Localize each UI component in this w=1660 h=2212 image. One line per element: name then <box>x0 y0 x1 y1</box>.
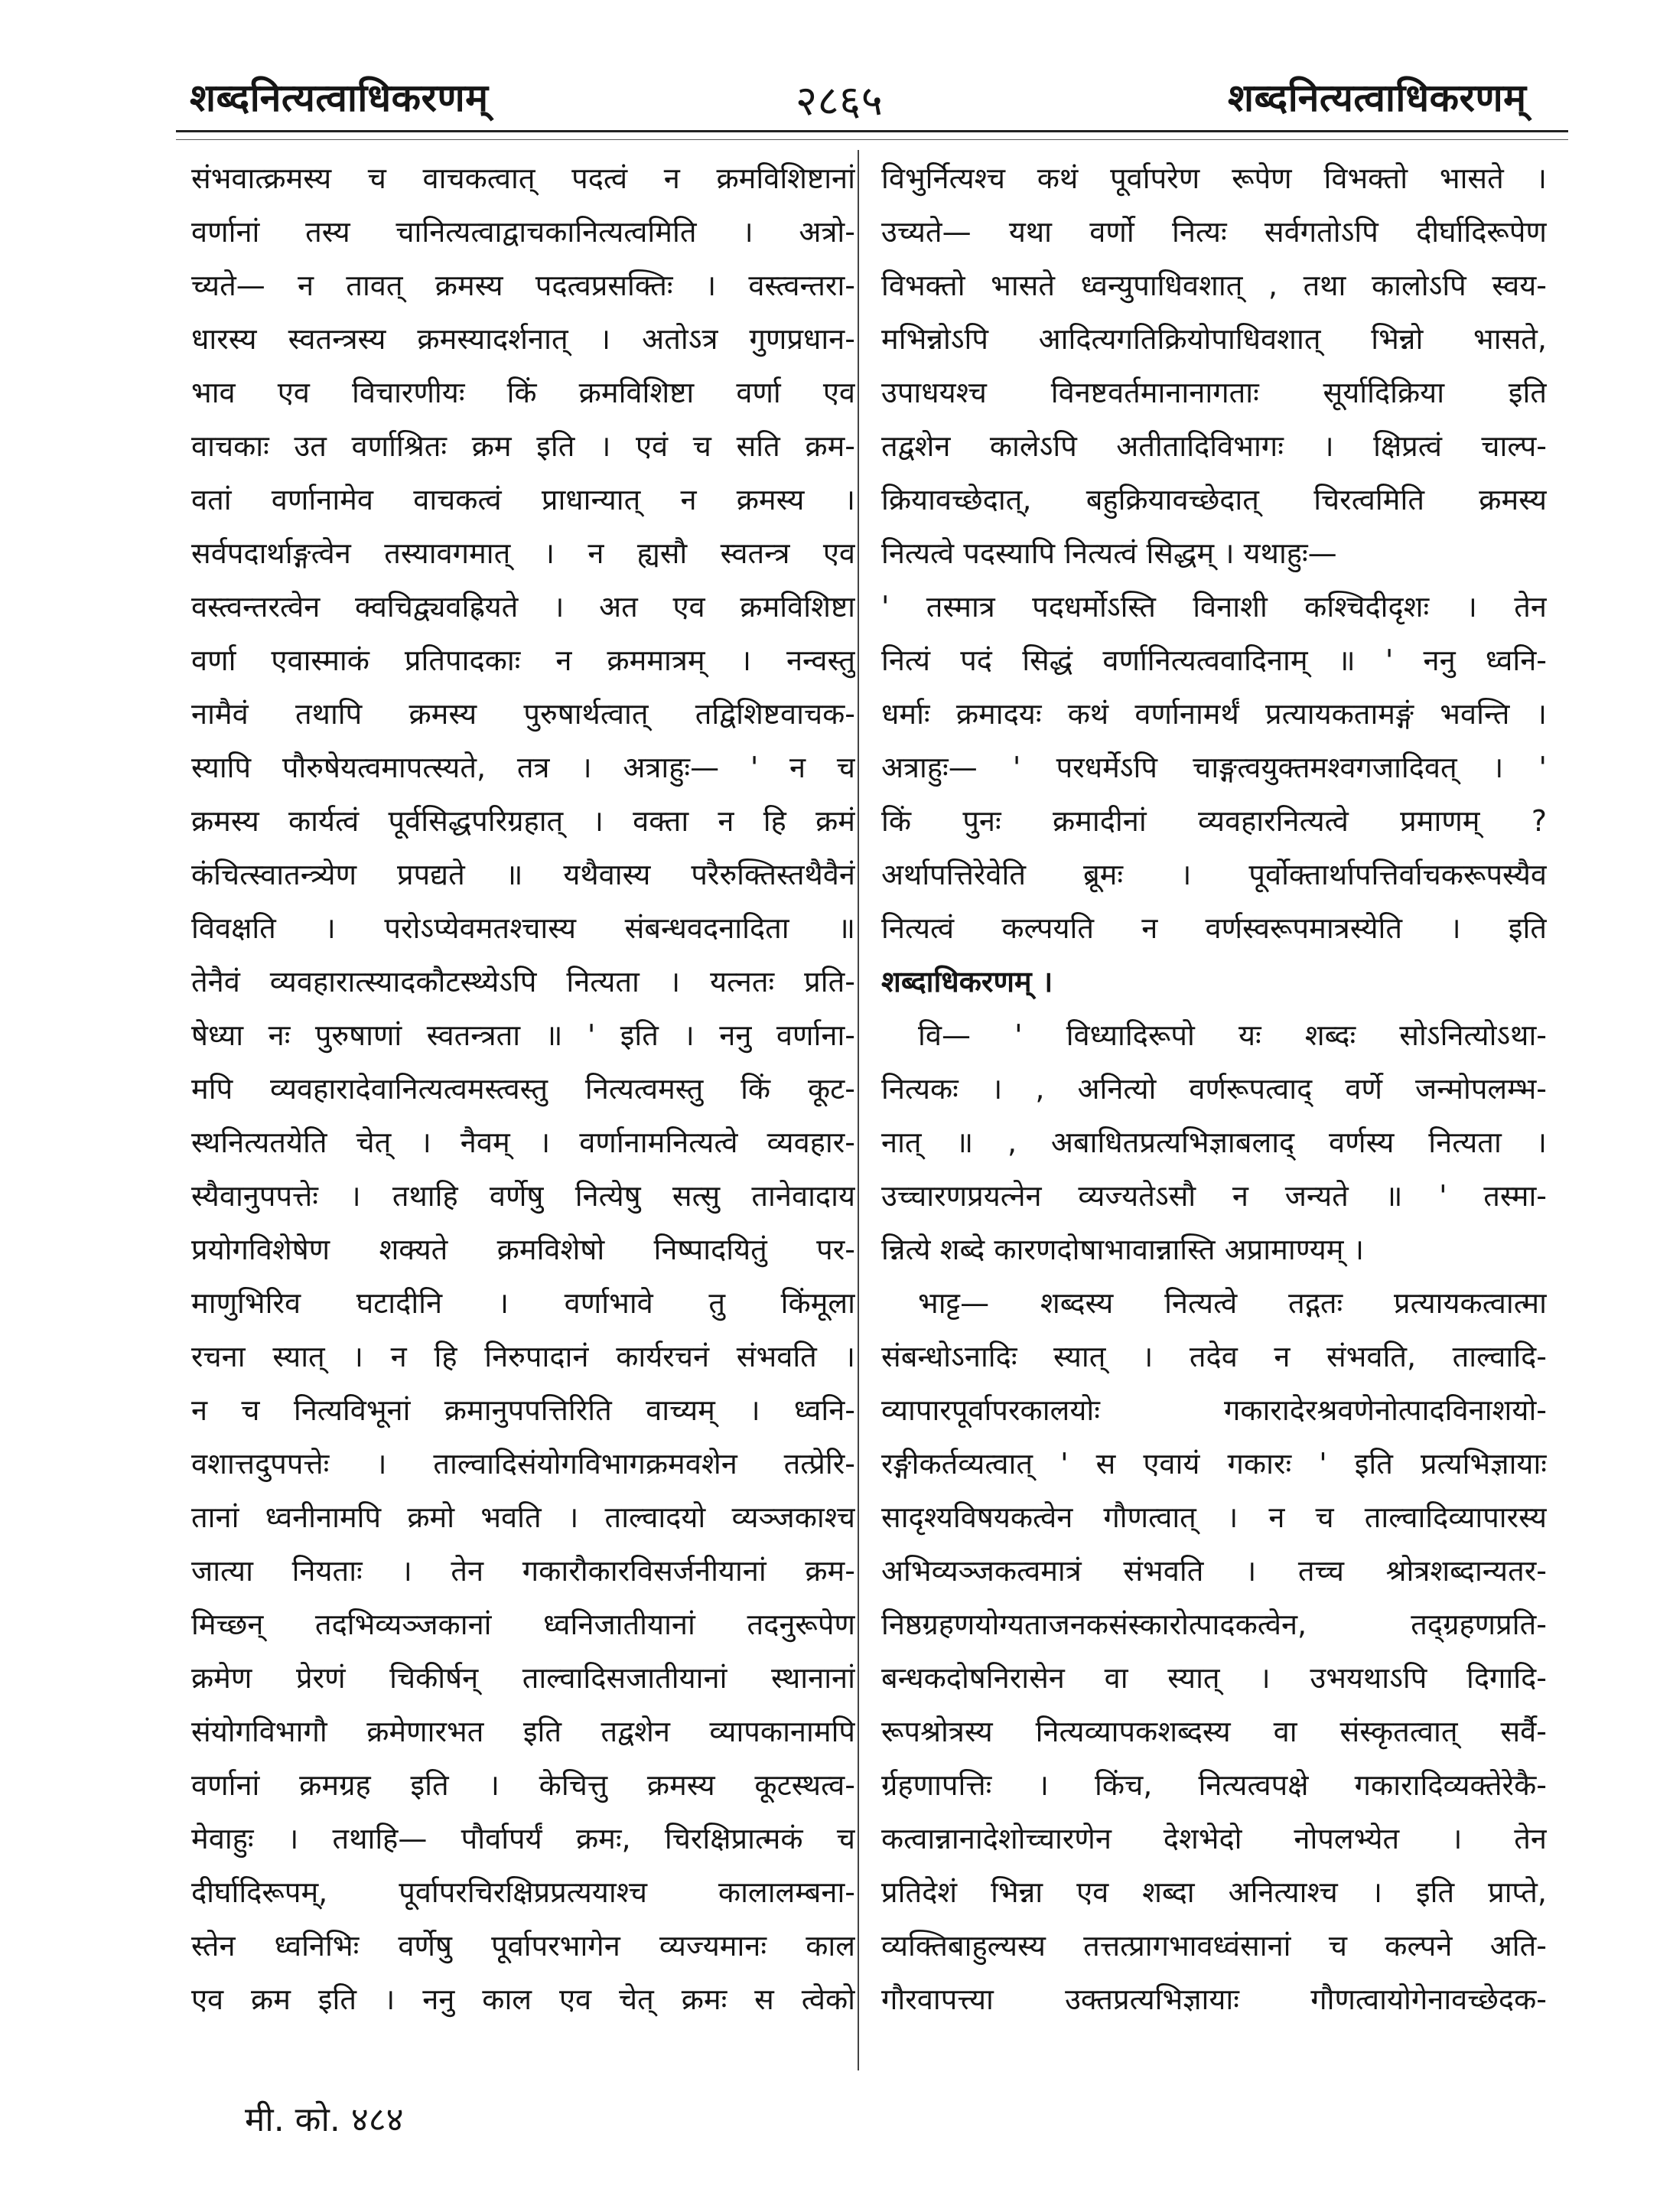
text-line: तेनैवं व्यवहारात्स्यादकौटस्थ्येऽपि नित्यता । यत्नतः प्रति- <box>191 965 855 998</box>
text-line: स्यैवानुपपत्तेः । तथाहि वर्णेषु नित्येषु सत्सु तानेवादाय <box>191 1179 855 1213</box>
text-line: विवक्षति । परोऽप्येवमतश्चास्य संबन्धवदनादिता ॥ <box>191 911 855 945</box>
text-line: मपि व्यवहारादेवानित्यत्वमस्त्वस्तु नित्यत्वमस्तु किं कूट- <box>191 1072 855 1106</box>
right-column <box>881 151 1547 2026</box>
text-line: दीर्घादिरूपम्, पूर्वापरचिरक्षिप्रप्रत्ययाश्च कालालम्बना- <box>191 1875 855 1909</box>
text-line: स्तेन ध्वनिभिः वर्णेषु पूर्वापरभागेन व्यज्यमानः काल <box>191 1929 855 1963</box>
text-line: तद्वशेन कालेऽपि अतीतादिविभागः । क्षिप्रत्वं चाल्प- <box>881 429 1547 463</box>
text-line: वस्त्वन्तरत्वेन क्वचिद्व्यवह्रियते । अत एव क्रमविशिष्टा <box>191 590 855 624</box>
text-line: अर्थापत्तिरेवेति ब्रूमः । पूर्वोक्तार्थापत्तिर्वाचकरूपस्यैव <box>881 858 1547 891</box>
text-line: संबन्धोऽनादिः स्यात् । तदेव न संभवति, ताल्वादि- <box>881 1340 1547 1373</box>
page-number: २८६५ <box>796 77 884 125</box>
text-line: नित्यं पदं सिद्धं वर्णानित्यत्ववादिनाम् ॥ ' ननु ध्वनि- <box>881 643 1547 677</box>
text-line: नित्यत्वं कल्पयति न वर्णस्वरूपमात्रस्येति । इति <box>881 911 1547 945</box>
text-line: वतां वर्णानामेव वाचकत्वं प्राधान्यात् न क्रमस्य । <box>191 483 855 516</box>
text-line: माणुभिरिव घटादीनि । वर्णाभावे तु किंमूला <box>191 1286 855 1320</box>
running-head-left: शब्दनित्यत्वाधिकरणम् <box>190 76 489 120</box>
text-line: विभुर्नित्यश्च कथं पूर्वापरेण रूपेण विभक्तो भासते । <box>881 161 1547 195</box>
text-line: र्ग्रहणापत्तिः । किंच, नित्यत्वपक्षे गकारादिव्यक्तेरेकै- <box>881 1768 1547 1802</box>
text-line: गौरवापत्त्या उक्तप्रत्यभिज्ञायाः गौणत्वायोगेनावच्छेदक- <box>881 1982 1547 2016</box>
text-line: रङ्गीकर्तव्यत्वात् ' स एवायं गकारः ' इति प्रत्यभिज्ञायाः <box>881 1447 1547 1481</box>
text-line: किं पुनः क्रमादीनां व्यवहारनित्यत्वे प्रमाणम् ? <box>881 804 1547 838</box>
text-line: शब्दाधिकरणम् । <box>881 965 1053 998</box>
header-rule-thin <box>176 139 1568 140</box>
text-line: क्रमेण प्रेरणं चिकीर्षन् ताल्वादिसजातीयानां स्थानानां <box>191 1661 855 1695</box>
text-line: वशात्तदुपपत्तेः । ताल्वादिसंयोगविभागक्रमवशेन तत्प्रेरि- <box>191 1447 855 1481</box>
text-line: वर्णा एवास्माकं प्रतिपादकाः न क्रममात्रम् । नन्वस्तु <box>191 643 855 677</box>
text-line: मभिन्नोऽपि आदित्यगतिक्रियोपाधिवशात् भिन्नो भासते, <box>881 322 1547 356</box>
text-line: संयोगविभागौ क्रमेणारभत इति तद्वशेन व्यापकानामपि <box>191 1715 855 1748</box>
text-line: भाट्ट— शब्दस्य नित्यत्वे तद्गतः प्रत्यायकत्वात्मा <box>918 1286 1547 1320</box>
text-line: धारस्य स्वतन्त्रस्य क्रमस्यादर्शनात् । अतोऽत्र गुणप्रधान- <box>191 322 855 356</box>
left-column <box>191 151 855 2026</box>
text-line: स्यापि पौरुषेयत्वमापत्स्यते, तत्र । अत्राहुः— ' न च <box>191 751 855 784</box>
text-line: वाचकाः उत वर्णाश्रितः क्रम इति । एवं च सति क्रम- <box>191 429 855 463</box>
text-line: निष्ठग्रहणयोग्यताजनकसंस्कारोत्पादकत्वेन, तद्ग्रहणप्रति- <box>881 1608 1547 1641</box>
text-line: उपाधयश्च विनष्टवर्तमानानागताः सूर्यादिक्रिया इति <box>881 376 1547 409</box>
text-line: च्यते— न तावत् क्रमस्य पदत्वप्रसक्तिः । वस्त्वन्तरा- <box>191 269 855 302</box>
text-line: सर्वपदार्थाङ्गत्वेन तस्यावगमात् । न ह्यसौ स्वतन्त्र एव <box>191 536 855 570</box>
text-line: क्रमस्य कार्यत्वं पूर्वसिद्धपरिग्रहात् । वक्ता न हि क्रमं <box>191 804 855 838</box>
text-line: न्नित्ये शब्दे कारणदोषाभावान्नास्ति अप्रामाण्यम् । <box>881 1233 1365 1266</box>
text-line: व्यक्तिबाहुल्यस्य तत्तत्प्रागभावध्वंसानां च कल्पने अति- <box>881 1929 1547 1963</box>
text-line: न च नित्यविभूनां क्रमानुपपत्तिरिति वाच्यम् । ध्वनि- <box>191 1393 855 1427</box>
text-line: भाव एव विचारणीयः किं क्रमविशिष्टा वर्णा एव <box>191 376 855 409</box>
text-line: धर्माः क्रमादयः कथं वर्णानामर्थं प्रत्यायकतामङ्गं भवन्ति । <box>881 697 1547 731</box>
text-line: संभवात्क्रमस्य च वाचकत्वात् पदत्वं न क्रमविशिष्टानां <box>191 161 855 195</box>
text-line: नित्यत्वे पदस्यापि नित्यत्वं सिद्धम् । यथाहुः— <box>881 536 1337 570</box>
text-line: स्थनित्यतयेति चेत् । नैवम् । वर्णानामनित्यत्वे व्यवहार- <box>191 1126 855 1159</box>
text-line: सादृश्यविषयकत्वेन गौणत्वात् । न च ताल्वादिव्यापारस्य <box>881 1500 1547 1534</box>
text-line: नामैवं तथापि क्रमस्य पुरुषार्थत्वात् तद्विशिष्टवाचक- <box>191 697 855 731</box>
text-line: प्रतिदेशं भिन्ना एव शब्दा अनित्याश्च । इति प्राप्ते, <box>881 1875 1547 1909</box>
text-line: तानां ध्वनीनामपि क्रमो भवति । ताल्वादयो व्यञ्जकाश्च <box>191 1500 855 1534</box>
text-line: ' तस्मात्र पदधर्मोऽस्ति विनाशी कश्चिदीदृशः । तेन <box>881 590 1547 624</box>
text-line: बन्धकदोषनिरासेन वा स्यात् । उभयथाऽपि दिगादि- <box>881 1661 1547 1695</box>
text-line: वर्णानां क्रमग्रह इति । केचित्तु क्रमस्य कूटस्थत्व- <box>191 1768 855 1802</box>
text-line: विभक्तो भासते ध्वन्युपाधिवशात् , तथा कालोऽपि स्वय- <box>881 269 1547 302</box>
text-line: व्यापारपूर्वापरकालयोः गकारादेरश्रवणेनोत्पादविनाशयो- <box>881 1393 1547 1427</box>
running-head-right: शब्दनित्यत्वाधिकरणम् <box>1228 76 1527 120</box>
text-line: एव क्रम इति । ननु काल एव चेत् क्रमः स त्वेको <box>191 1982 855 2016</box>
text-line: रचना स्यात् । न हि निरुपादानं कार्यरचनं संभवति । <box>191 1340 855 1373</box>
text-line: मिच्छन् तदभिव्यञ्जकानां ध्वनिजातीयानां तदनुरूपेण <box>191 1608 855 1641</box>
text-line: मेवाहुः । तथाहि— पौर्वापर्यं क्रमः, चिरक्षिप्रात्मकं च <box>191 1822 855 1855</box>
text-line: उच्चारणप्रयत्नेन व्यज्यतेऽसौ न जन्यते ॥ ' तस्मा- <box>881 1179 1547 1213</box>
text-line: वर्णानां तस्य चानित्यत्वाद्वाचकानित्यत्वमिति । अत्रो- <box>191 215 855 249</box>
text-line: नात् ॥ , अबाधितप्रत्यभिज्ञाबलाद् वर्णस्य नित्यता । <box>881 1126 1547 1159</box>
text-line: वि— ' विध्यादिरूपो यः शब्दः सोऽनित्योऽथा- <box>918 1018 1547 1052</box>
text-line: जात्या नियताः । तेन गकारौकारविसर्जनीयानां क्रम- <box>191 1554 855 1588</box>
text-line: रूपश्रोत्रस्य नित्यव्यापकशब्दस्य वा संस्कृतत्वात् सर्वै- <box>881 1715 1547 1748</box>
text-line: क्रियावच्छेदात्, बहुक्रियावच्छेदात् चिरत्वमिति क्रमस्य <box>881 483 1547 516</box>
header-rule <box>176 130 1568 132</box>
text-line: षेध्या नः पुरुषाणां स्वतन्त्रता ॥ ' इति । ननु वर्णाना- <box>191 1018 855 1052</box>
column-divider <box>858 150 859 2070</box>
text-line: अत्राहुः— ' परधर्मेऽपि चाङ्गत्वयुक्तमश्वगजादिवत् । ' <box>881 751 1547 784</box>
text-line: कत्वान्नानादेशोच्चारणेन देशभेदो नोपलभ्येत । तेन <box>881 1822 1547 1855</box>
text-line: नित्यकः । , अनित्यो वर्णरूपत्वाद् वर्णे जन्मोपलम्भ- <box>881 1072 1547 1106</box>
text-line: उच्यते— यथा वर्णो नित्यः सर्वगतोऽपि दीर्घादिरूपेण <box>881 215 1547 249</box>
text-line: कंचित्स्वातन्त्र्येण प्रपद्यते ॥ यथैवास्य परैरुक्तिस्तथैवैनं <box>191 858 855 891</box>
signature-mark: मी. को. ४८४ <box>245 2100 404 2139</box>
text-line: प्रयोगविशेषेण शक्यते क्रमविशेषो निष्पादयितुं पर- <box>191 1233 855 1266</box>
text-line: अभिव्यञ्जकत्वमात्रं संभवति । तच्च श्रोत्रशब्दान्यतर- <box>881 1554 1547 1588</box>
